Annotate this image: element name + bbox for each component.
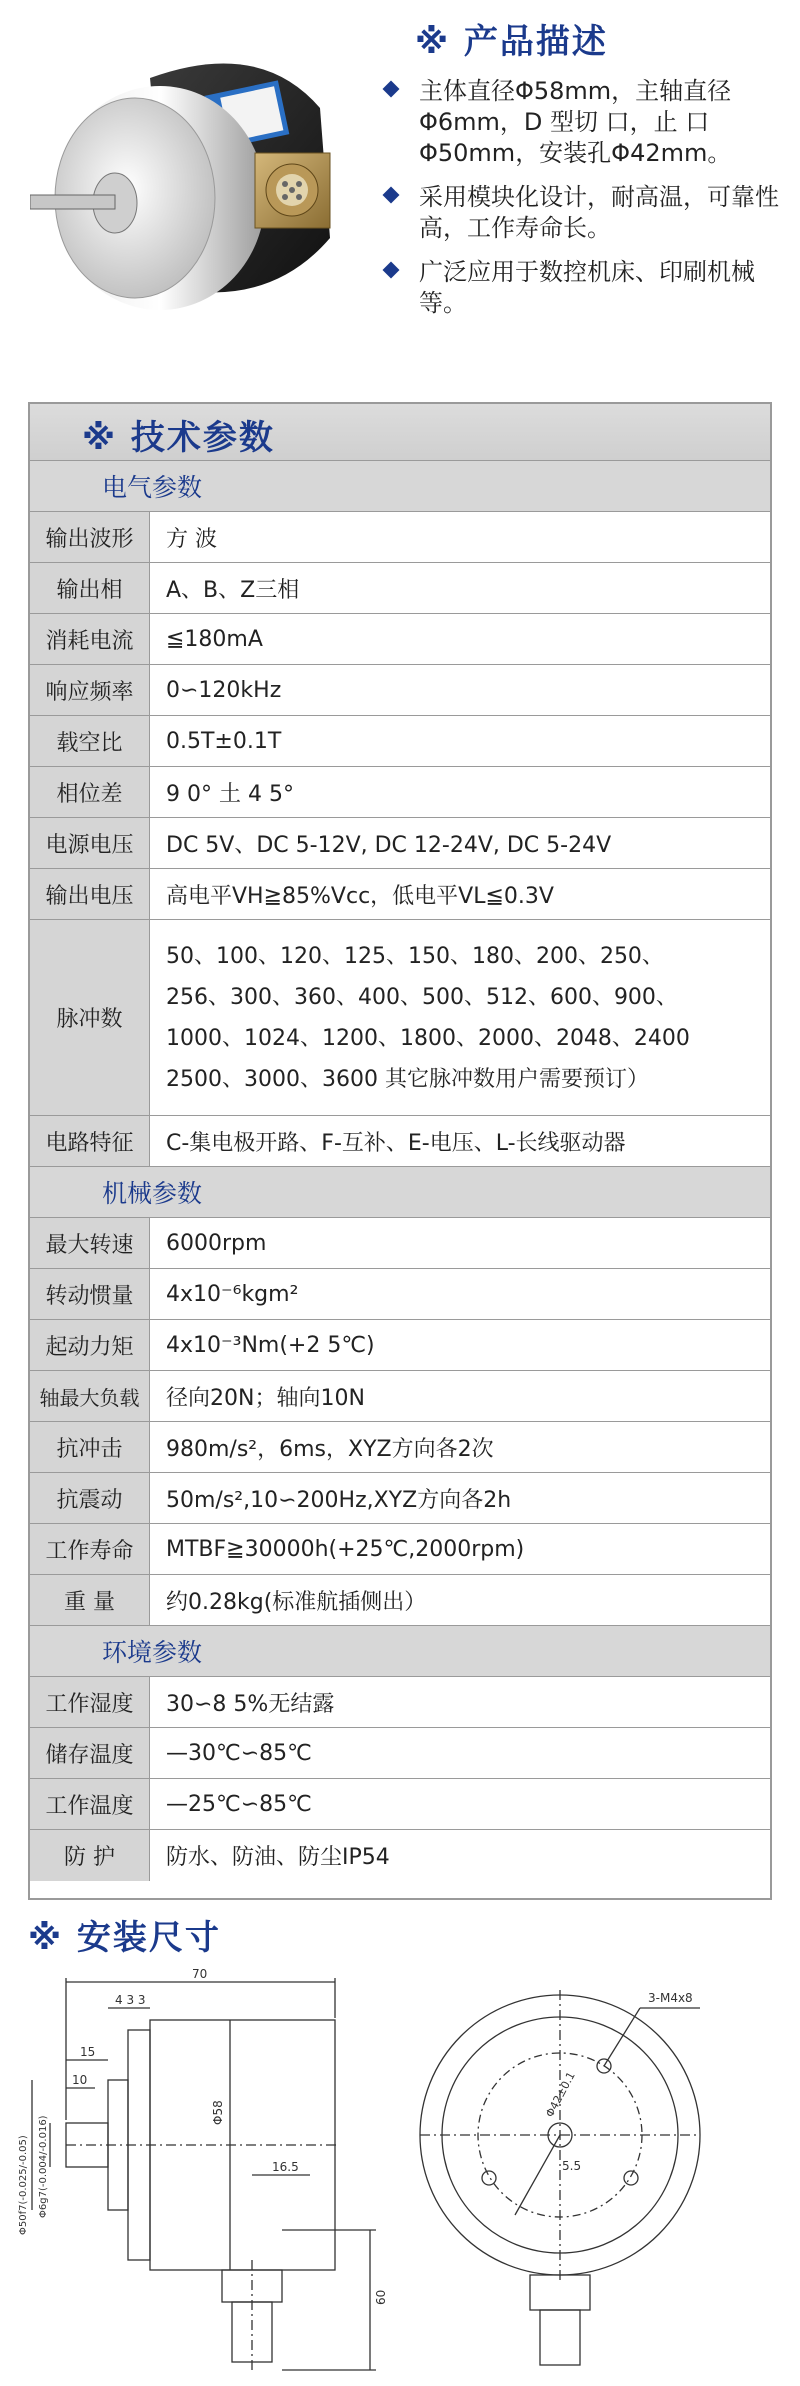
spec-row: 电源电压 DC 5V、DC 5-12V, DC 12-24V, DC 5-24V (30, 818, 770, 869)
group-electrical: 电气参数 (30, 461, 770, 512)
dimension-drawing (0, 1960, 800, 2380)
dim-shaft-step: 10 (72, 2073, 88, 2087)
product-description (0, 0, 800, 380)
pulse-line: 1000、1024、1200、1800、2000、2048、2400 (166, 1025, 690, 1051)
spec-row: 抗震动 50m/s²,10∽200Hz,XYZ方向各2h (30, 1473, 770, 1524)
description-item: 采用模块化设计，耐高温，可靠性高，工作寿命长。 (385, 182, 790, 244)
description-list (385, 76, 790, 332)
dim-flange: 4 3 3 (115, 1993, 146, 2007)
pulse-line: 2500、3000、3600 其它脉冲数用户需要预订） (166, 1066, 649, 1092)
dim-pcd: Φ42±0.1 (543, 2069, 578, 2120)
dim-shaft-length: 15 (80, 2045, 96, 2059)
spec-row: 输出波形 方 波 (30, 512, 770, 563)
dim-holes: 3-M4x8 (648, 1991, 693, 2005)
spec-title: ※ 技术参数 (82, 418, 275, 458)
front-connector (530, 2275, 590, 2310)
description-title: ※ 产品描述 (415, 22, 608, 62)
front-connector-body (540, 2310, 580, 2365)
spec-row-pulse: 脉冲数 50、100、120、125、150、180、200、250、 256、300、360、400、500、512、600、900、 1000、1024、1200、1800、2000、2048、2400 2500、3000、3600 其它脉冲数用户需要预订） (30, 920, 770, 1116)
description-item: 主体直径Φ58mm，主轴直径Φ6mm，D 型切 口，止 口Φ50mm，安装孔Φ42mm。 (385, 76, 790, 169)
spec-row: 工作温度 —25℃∽85℃ (30, 1779, 770, 1830)
pulse-line: 256、300、360、400、500、512、600、900、 (166, 984, 678, 1010)
mount-hole (482, 2171, 496, 2185)
group-mechanical: 机械参数 (30, 1167, 770, 1218)
spec-row: 消耗电流 ≦180mA (30, 614, 770, 665)
spec-table (28, 402, 772, 1900)
dimension-labels (18, 1967, 693, 2305)
pulse-line: 50、100、120、125、150、180、200、250、 (166, 943, 664, 969)
spec-row: 输出相 A、B、Z三相 (30, 563, 770, 614)
diamond-bullet-icon (383, 187, 400, 204)
mount-hole (624, 2171, 638, 2185)
spec-row: 输出电压 高电平VH≧85%Vcc，低电平VL≦0.3V (30, 869, 770, 920)
spec-rows (30, 461, 770, 1881)
description-item: 广泛应用于数控机床、印刷机械等。 (385, 257, 790, 319)
diamond-bullet-icon (383, 81, 400, 98)
spec-row: 响应频率 0∽120kHz (30, 665, 770, 716)
connector-body (232, 2302, 272, 2362)
diamond-bullet-icon (383, 262, 400, 279)
dim-connector-offset: 16.5 (272, 2160, 299, 2174)
spec-row: 储存温度 —30℃∽85℃ (30, 1728, 770, 1779)
spec-row: 起动力矩 4x10⁻³Nm(+2 5℃) (30, 1320, 770, 1371)
dim-spigot: Φ50f7(-0.025/-0.05) (18, 2135, 29, 2235)
dim-body-diameter: Φ58 (211, 2100, 225, 2125)
spec-row: 轴最大负载 径向20N；轴向10N (30, 1371, 770, 1422)
spec-row: 工作湿度 30∽8 5%无结露 (30, 1677, 770, 1728)
spec-row: 相位差 9 0° 土 4 5° (30, 767, 770, 818)
encoder-photo (30, 48, 360, 338)
spec-row: 防 护 防水、防油、防尘IP54 (30, 1830, 770, 1881)
dim-shaft-diameter: Φ6g7(-0.004/-0.016) (38, 2115, 49, 2218)
spec-table-header (30, 404, 770, 461)
spec-row: 载空比 0.5T±0.1T (30, 716, 770, 767)
spec-row: 最大转速 6000rpm (30, 1218, 770, 1269)
spec-row: 电路特征 C-集电极开路、F-互补、E-电压、L-长线驱动器 (30, 1116, 770, 1167)
spec-row: 重 量 约0.28kg(标准航插侧出） (30, 1575, 770, 1626)
dim-flat: 5.5 (562, 2159, 582, 2173)
spec-row: 工作寿命 MTBF≧30000h(+25℃,2000rpm) (30, 1524, 770, 1575)
spec-row: 抗冲击 980m/s²，6ms，XYZ方向各2次 (30, 1422, 770, 1473)
dim-overall-length: 70 (192, 1967, 208, 1981)
install-title: ※ 安装尺寸 (28, 1918, 221, 1958)
dim-height: 60 (374, 2289, 388, 2305)
spec-row: 转动惯量 4x10⁻⁶kgm² (30, 1269, 770, 1320)
group-environment: 环境参数 (30, 1626, 770, 1677)
